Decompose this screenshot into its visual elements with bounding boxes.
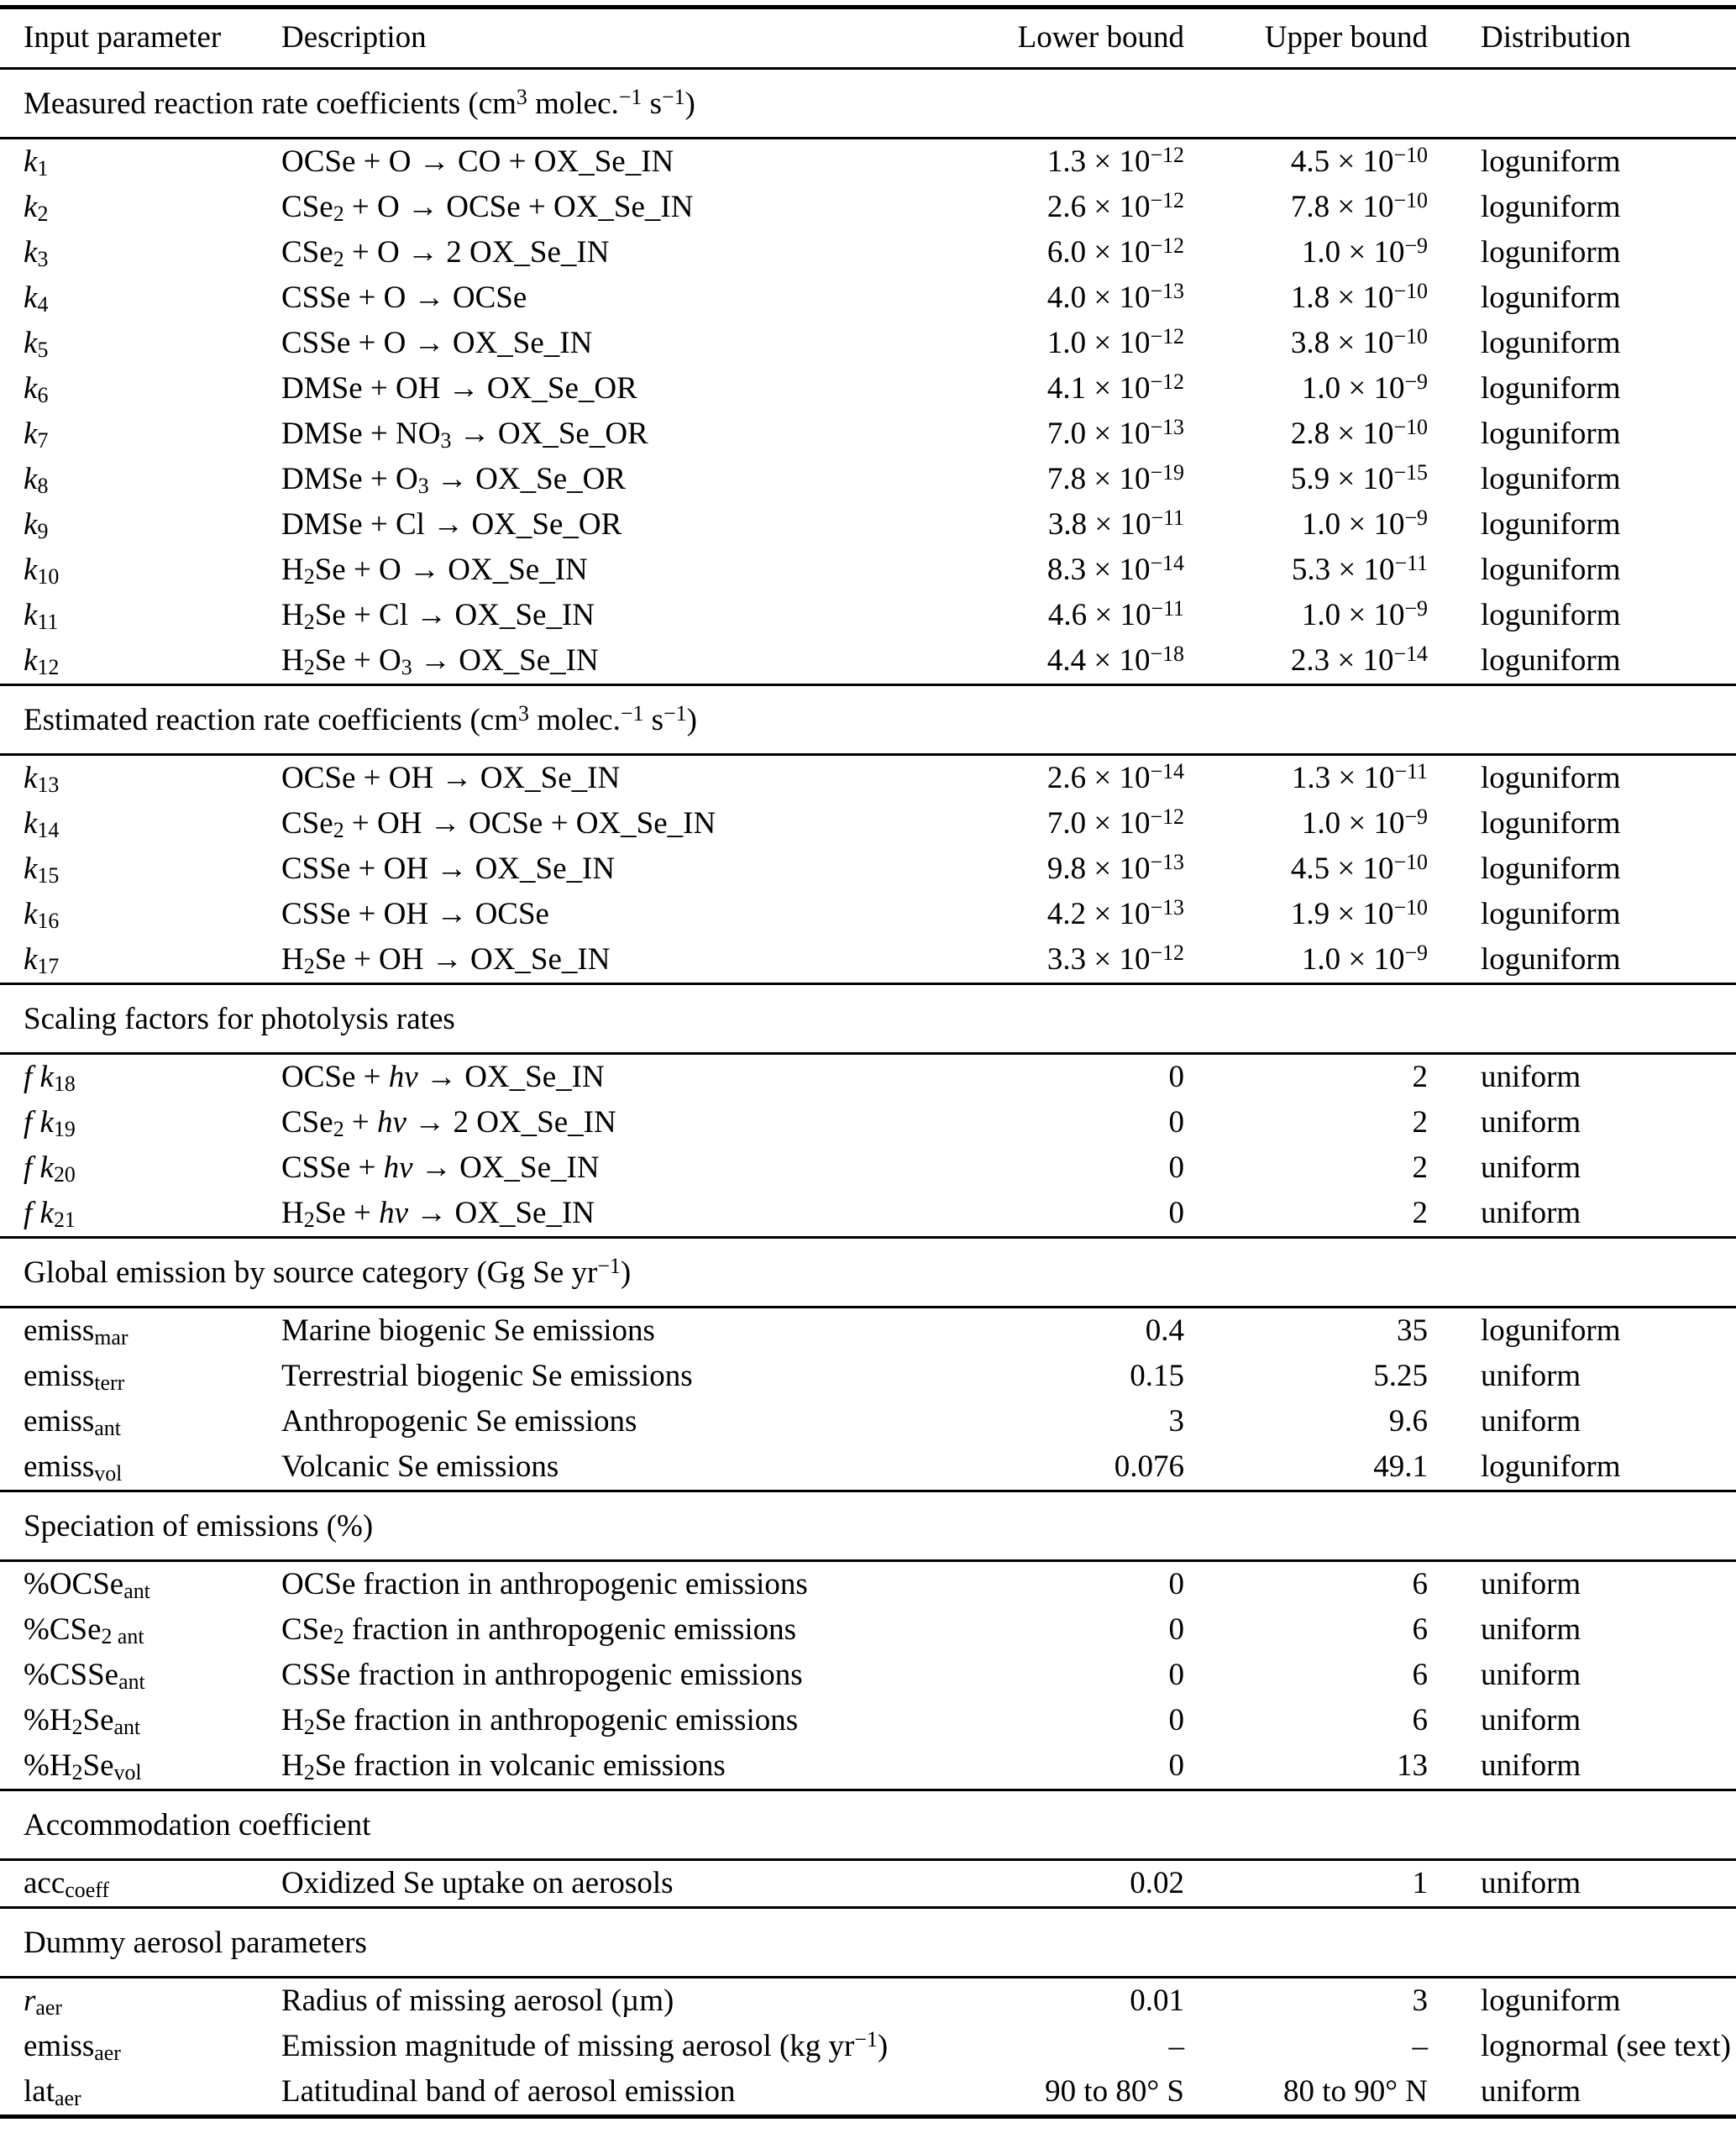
lower-bound-cell: 0.4 (1145, 1313, 1184, 1348)
section-title: Speciation of emissions (%) (0, 1491, 1736, 1561)
distribution-cell: loguniform (1481, 144, 1621, 179)
lower-bound-cell: $2.6 \times 10^{-12}$ (1046, 188, 1184, 224)
param-cell: $k_6$ (24, 371, 49, 407)
param-cell: $k_{13}$ (24, 761, 60, 797)
table-row (0, 1607, 1736, 1653)
upper-bound-cell: $2.3 \times 10^{-14}$ (1290, 642, 1428, 678)
table-row (0, 801, 1736, 846)
distribution-cell: uniform (1481, 1105, 1581, 1140)
description-cell: CSSe + O → OCSe (281, 280, 527, 315)
upper-bound-cell: $1.3 \times 10^{-11}$ (1291, 759, 1428, 795)
table-row (0, 1191, 1736, 1238)
table-row (0, 1860, 1736, 1908)
lower-bound-cell: 0 (1168, 1105, 1184, 1140)
param-cell: $k_3$ (24, 235, 49, 271)
upper-bound-cell: $1.0 \times 10^{-9}$ (1301, 233, 1428, 270)
lower-bound-cell: $7.0 \times 10^{-13}$ (1046, 415, 1184, 451)
description-cell: Volcanic Se emissions (281, 1449, 559, 1484)
param-cell: emiss$_{mar}$ (24, 1313, 128, 1350)
lower-bound-cell: 3 (1168, 1404, 1184, 1439)
description-cell: $H_2Se$ fraction in volcanic emissions (281, 1748, 726, 1784)
section-title: Dummy aerosol parameters (0, 1908, 1736, 1978)
upper-bound-cell: 9.6 (1388, 1404, 1428, 1439)
table-row (0, 366, 1736, 411)
header-lower-bound: Lower bound (1017, 20, 1184, 55)
table-row (0, 230, 1736, 275)
description-cell: DMSe + Cl → OX_Se_OR (281, 507, 622, 542)
table-row (0, 502, 1736, 548)
lower-bound-cell: $6.0 \times 10^{-12}$ (1046, 233, 1184, 270)
distribution-cell: uniform (1481, 1658, 1581, 1692)
distribution-cell: uniform (1481, 1150, 1581, 1185)
distribution-cell: uniform (1481, 1404, 1581, 1439)
lower-bound-cell: 0 (1168, 1658, 1184, 1692)
lower-bound-cell: $8.3 \times 10^{-14}$ (1046, 551, 1184, 587)
section-title-row (0, 1238, 1736, 1308)
description-cell: CSe$_2$ + hν → 2 OX_Se_IN (281, 1105, 616, 1141)
upper-bound-cell: 6 (1412, 1612, 1428, 1647)
table-header (0, 8, 1736, 69)
upper-bound-cell: $3.8 \times 10^{-10}$ (1290, 324, 1428, 360)
param-cell: %OCSe$_{ant}$ (24, 1567, 150, 1603)
param-cell: $k_{10}$ (24, 553, 60, 589)
distribution-cell: loguniform (1481, 598, 1621, 632)
upper-bound-cell: $5.3 \times 10^{-11}$ (1291, 551, 1428, 587)
table-row (0, 892, 1736, 937)
param-cell: $k_8$ (24, 462, 49, 498)
description-cell: DMSe + $NO_3$ → OX_Se_OR (281, 417, 648, 453)
distribution-cell: uniform (1481, 1196, 1581, 1230)
distribution-cell: lognormal (see text) (1481, 2029, 1731, 2063)
section-title: Measured reaction rate coefficients ($cm^3$ molec.$^{-1}$ $s^{-1}$) (0, 69, 1736, 139)
distribution-cell: uniform (1481, 2074, 1581, 2109)
lower-bound-cell: $4.1 \times 10^{-12}$ (1046, 369, 1184, 406)
lower-bound-cell: $9.8 \times 10^{-13}$ (1046, 850, 1184, 886)
lower-bound-cell: 0 (1168, 1703, 1184, 1737)
param-cell: f $k_{21}$ (24, 1196, 76, 1232)
upper-bound-cell: $1.0 \times 10^{-9}$ (1301, 804, 1428, 841)
param-cell: f $k_{19}$ (24, 1105, 76, 1141)
header-description: Description (281, 20, 427, 55)
distribution-cell: loguniform (1481, 643, 1621, 678)
upper-bound-cell: 3 (1412, 1984, 1428, 2018)
section-title-row (0, 1491, 1736, 1561)
param-cell: $k_4$ (24, 280, 49, 317)
param-cell: $k_7$ (24, 417, 49, 453)
description-cell: CSe$_2$ + OH → OCSe + OX_Se_IN (281, 806, 716, 842)
description-cell: OCSe + hν → OX_Se_IN (281, 1060, 605, 1094)
table-row (0, 1145, 1736, 1191)
table-row (0, 1100, 1736, 1145)
upper-bound-cell: $1.0 \times 10^{-9}$ (1301, 506, 1428, 542)
description-cell: Terrestrial biogenic Se emissions (281, 1359, 693, 1393)
description-cell: Emission magnitude of missing aerosol (kg $yr^{-1}$) (281, 2027, 889, 2063)
distribution-cell: uniform (1481, 1612, 1581, 1647)
section-title-row (0, 984, 1736, 1054)
param-cell: emiss$_{terr}$ (24, 1359, 125, 1395)
section-title-row (0, 1908, 1736, 1978)
lower-bound-cell: 0.01 (1130, 1984, 1184, 2018)
lower-bound-cell: $3.3 \times 10^{-12}$ (1046, 941, 1184, 977)
param-cell: f $k_{18}$ (24, 1060, 76, 1096)
param-cell: lat$_{aer}$ (24, 2074, 81, 2110)
distribution-cell: loguniform (1481, 897, 1621, 931)
table-row (0, 321, 1736, 366)
upper-bound-cell: 13 (1397, 1748, 1428, 1783)
distribution-cell: loguniform (1481, 806, 1621, 841)
section-title: Accommodation coefficient (0, 1790, 1736, 1860)
lower-bound-cell: – (1168, 2029, 1184, 2063)
description-cell: DMSe + OH → OX_Se_OR (281, 371, 637, 406)
upper-bound-cell: 49.1 (1373, 1449, 1428, 1484)
description-cell: CSSe fraction in anthropogenic emissions (281, 1658, 803, 1692)
section-title: Global emission by source category (Gg Se $yr^{-1}$) (0, 1238, 1736, 1308)
distribution-cell: loguniform (1481, 1449, 1621, 1484)
upper-bound-cell: $2.8 \times 10^{-10}$ (1290, 415, 1428, 451)
param-cell: %CSSe$_{ant}$ (24, 1658, 145, 1694)
table-row (0, 937, 1736, 984)
table-row (0, 755, 1736, 802)
distribution-cell: uniform (1481, 1703, 1581, 1737)
param-cell: $k_{17}$ (24, 942, 60, 978)
param-cell: $k_2$ (24, 190, 49, 226)
table-row (0, 1743, 1736, 1790)
lower-bound-cell: 0.076 (1114, 1449, 1184, 1484)
lower-bound-cell: 0 (1168, 1196, 1184, 1230)
table-row (0, 593, 1736, 638)
distribution-cell: uniform (1481, 1359, 1581, 1393)
upper-bound-cell: $1.0 \times 10^{-9}$ (1301, 369, 1428, 406)
param-cell: $k_{12}$ (24, 643, 60, 679)
description-cell: Oxidized Se uptake on aerosols (281, 1866, 674, 1900)
lower-bound-cell: 0 (1168, 1060, 1184, 1094)
section-title-row (0, 1790, 1736, 1860)
param-cell: $k_{11}$ (24, 598, 59, 634)
lower-bound-cell: 0 (1168, 1748, 1184, 1783)
distribution-cell: loguniform (1481, 371, 1621, 406)
lower-bound-cell: 0 (1168, 1150, 1184, 1185)
lower-bound-cell: 0.15 (1130, 1359, 1184, 1393)
upper-bound-cell: 2 (1412, 1060, 1428, 1094)
table-row (0, 1308, 1736, 1355)
lower-bound-cell: $1.0 \times 10^{-12}$ (1046, 324, 1184, 360)
upper-bound-cell: 5.25 (1373, 1359, 1428, 1393)
upper-bound-cell: $5.9 \times 10^{-15}$ (1290, 460, 1428, 496)
table-row (0, 548, 1736, 593)
param-cell: $k_{16}$ (24, 897, 60, 933)
description-cell: CSSe + OH → OX_Se_IN (281, 852, 616, 886)
distribution-cell: loguniform (1481, 280, 1621, 315)
upper-bound-cell: 35 (1397, 1313, 1428, 1348)
distribution-cell: loguniform (1481, 462, 1621, 496)
description-cell: CSe$_2$ + O → 2 OX_Se_IN (281, 235, 610, 271)
header-input-parameter: Input parameter (24, 20, 222, 55)
header-row (0, 8, 1736, 69)
upper-bound-cell: $1.0 \times 10^{-9}$ (1301, 941, 1428, 977)
upper-bound-cell: 6 (1412, 1703, 1428, 1737)
table-row (0, 1399, 1736, 1444)
lower-bound-cell: 0 (1168, 1612, 1184, 1647)
param-cell: emiss$_{vol}$ (24, 1449, 123, 1486)
table-row (0, 1054, 1736, 1101)
description-cell: $H_2Se + Cl$ → OX_Se_IN (281, 598, 595, 634)
upper-bound-cell: 2 (1412, 1150, 1428, 1185)
distribution-cell: loguniform (1481, 190, 1621, 224)
description-cell: Marine biogenic Se emissions (281, 1313, 655, 1348)
description-cell: $H_2Se + O$ → OX_Se_IN (281, 553, 588, 589)
upper-bound-cell: 2 (1412, 1196, 1428, 1230)
table-row (0, 185, 1736, 230)
table-body (0, 69, 1736, 2117)
upper-bound-cell: 2 (1412, 1105, 1428, 1140)
lower-bound-cell: $4.0 \times 10^{-13}$ (1046, 279, 1184, 315)
description-cell: CSSe + O → OX_Se_IN (281, 326, 593, 360)
description-cell: OCSe + OH → OX_Se_IN (281, 761, 621, 795)
description-cell: Anthropogenic Se emissions (281, 1404, 637, 1439)
description-cell: $H_2Se + h\nu$ → OX_Se_IN (281, 1196, 595, 1232)
param-cell: emiss$_{ant}$ (24, 1404, 121, 1440)
distribution-cell: uniform (1481, 1060, 1581, 1094)
param-cell: $k_5$ (24, 326, 49, 362)
lower-bound-cell: $2.6 \times 10^{-14}$ (1046, 759, 1184, 795)
description-cell: OCSe fraction in anthropogenic emissions (281, 1567, 808, 1601)
upper-bound-cell: $4.5 \times 10^{-10}$ (1290, 143, 1428, 179)
lower-bound-cell: $7.8 \times 10^{-19}$ (1046, 460, 1184, 496)
param-cell: $k_{14}$ (24, 806, 60, 842)
description-cell: CSe$_2$ + O → OCSe + OX_Se_IN (281, 190, 694, 226)
upper-bound-cell: 6 (1412, 1567, 1428, 1601)
distribution-cell: loguniform (1481, 852, 1621, 886)
distribution-cell: loguniform (1481, 1313, 1621, 1348)
description-cell: $H_2Se$ + OH → OX_Se_IN (281, 942, 611, 978)
upper-bound-cell: 1 (1412, 1866, 1428, 1900)
lower-bound-cell: 90 to 80° S (1045, 2074, 1184, 2109)
header-distribution: Distribution (1481, 20, 1631, 55)
table-row (0, 275, 1736, 321)
section-title-row (0, 69, 1736, 139)
table-row (0, 846, 1736, 892)
param-cell: %CSe$_{2 ant}$ (24, 1612, 144, 1648)
lower-bound-cell: $7.0 \times 10^{-12}$ (1046, 804, 1184, 841)
distribution-cell: loguniform (1481, 761, 1621, 795)
section-title: Scaling factors for photolysis rates (0, 984, 1736, 1054)
param-cell: emiss$_{aer}$ (24, 2029, 121, 2065)
lower-bound-cell: 0.02 (1130, 1866, 1184, 1900)
upper-bound-cell: $1.9 \times 10^{-10}$ (1290, 895, 1428, 931)
distribution-cell: loguniform (1481, 942, 1621, 977)
upper-bound-cell: – (1412, 2029, 1428, 2063)
description-cell: OCSe + O → CO + OX_Se_IN (281, 144, 674, 179)
distribution-cell: uniform (1481, 1866, 1581, 1900)
table-row (0, 457, 1736, 502)
description-cell: CSe$_2$ fraction in anthropogenic emissions (281, 1612, 797, 1648)
upper-bound-cell: $1.0 \times 10^{-9}$ (1301, 596, 1428, 632)
description-cell: CSSe + OH → OCSe (281, 897, 549, 931)
distribution-cell: loguniform (1481, 235, 1621, 270)
table-row (0, 2024, 1736, 2069)
param-cell: $k_1$ (24, 144, 49, 181)
upper-bound-cell: 80 to 90° N (1282, 2074, 1428, 2109)
distribution-cell: uniform (1481, 1567, 1581, 1601)
lower-bound-cell: $4.6 \times 10^{-11}$ (1047, 596, 1184, 632)
table-row (0, 1978, 1736, 2025)
distribution-cell: loguniform (1481, 553, 1621, 587)
lower-bound-cell: $4.2 \times 10^{-13}$ (1046, 895, 1184, 931)
description-cell: $H_2Se + O_3$ → OX_Se_IN (281, 643, 599, 679)
description-cell: Latitudinal band of aerosol emission (281, 2074, 736, 2109)
table-row (0, 1653, 1736, 1698)
table-row (0, 139, 1736, 186)
description-cell: $H_2Se$ fraction in anthropogenic emissions (281, 1703, 799, 1739)
upper-bound-cell: $7.8 \times 10^{-10}$ (1290, 188, 1428, 224)
param-cell: $k_{15}$ (24, 852, 60, 888)
section-title: Estimated reaction rate coefficients ($cm^3$ molec.$^{-1}$ $s^{-1}$) (0, 685, 1736, 755)
distribution-cell: loguniform (1481, 417, 1621, 451)
lower-bound-cell: $1.3 \times 10^{-12}$ (1046, 143, 1184, 179)
param-cell: $r_{aer}$ (24, 1984, 63, 2020)
param-cell: $\%H_2Se_{vol}$ (24, 1748, 142, 1784)
param-cell: f $k_{20}$ (24, 1150, 76, 1187)
table-row (0, 411, 1736, 457)
param-cell: $\%H_2Se_{ant}$ (24, 1703, 141, 1739)
distribution-cell: loguniform (1481, 507, 1621, 542)
upper-bound-cell: 6 (1412, 1658, 1428, 1692)
param-cell: acc$_{coeff}$ (24, 1866, 109, 1902)
lower-bound-cell: 0 (1168, 1567, 1184, 1601)
table-row (0, 1444, 1736, 1491)
table-row (0, 1561, 1736, 1608)
table-row (0, 2069, 1736, 2117)
upper-bound-cell: $1.8 \times 10^{-10}$ (1290, 279, 1428, 315)
description-cell: DMSe + $O_3$ → OX_Se_OR (281, 462, 627, 498)
distribution-cell: loguniform (1481, 326, 1621, 360)
distribution-cell: uniform (1481, 1748, 1581, 1783)
description-cell: CSSe + hν → OX_Se_IN (281, 1150, 600, 1185)
table-row (0, 1698, 1736, 1743)
description-cell: Radius of missing aerosol (µm) (281, 1984, 674, 2018)
lower-bound-cell: $4.4 \times 10^{-18}$ (1046, 642, 1184, 678)
param-cell: $k_9$ (24, 507, 49, 543)
input-parameter-table (0, 5, 1736, 2119)
upper-bound-cell: $4.5 \times 10^{-10}$ (1290, 850, 1428, 886)
section-title-row (0, 685, 1736, 755)
lower-bound-cell: $3.8 \times 10^{-11}$ (1047, 506, 1184, 542)
table-row (0, 638, 1736, 685)
header-upper-bound: Upper bound (1264, 20, 1428, 55)
distribution-cell: loguniform (1481, 1984, 1621, 2018)
table-row (0, 1354, 1736, 1399)
